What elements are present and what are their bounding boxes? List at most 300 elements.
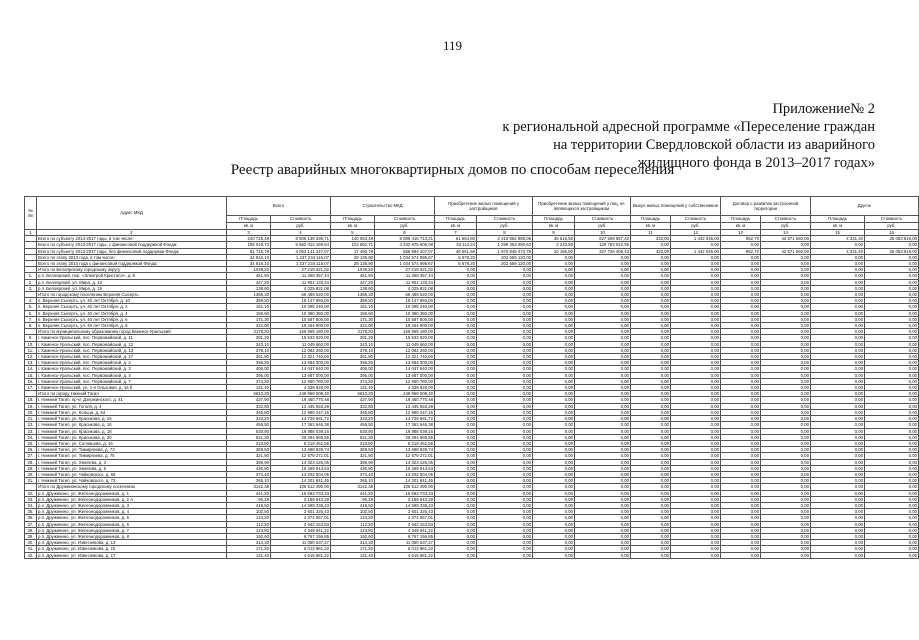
cell-area: 441,20 [227,490,271,496]
cell-cost: 0,00 [761,484,811,490]
cell-cost: 0,00 [865,422,919,428]
area-header: Площадь [227,216,271,223]
cell-area: 333,20 [227,416,271,422]
cell-area: 0,00 [435,490,477,496]
cell-cost: 202 659 120,00 [477,254,533,260]
cell-cost: 0,00 [575,459,631,465]
cell-area: 0,00 [435,316,477,322]
cell-area: 0,00 [721,267,761,273]
cell-area: 447,20 [331,279,375,285]
cell-area: 0,00 [811,546,865,552]
cell-area: 0,00 [435,484,477,490]
cell-cost: 0,00 [575,285,631,291]
cell-area: 0,00 [721,372,761,378]
cell-area: 0,00 [435,267,477,273]
cell-cost: 0,00 [671,366,721,372]
cell-cost: 8 509 139 336,71 [271,236,331,242]
cell-cost: 19 254 900,00 [375,323,435,329]
cell-cost: 0,00 [575,397,631,403]
cell-area: 0,00 [435,527,477,533]
cell-area: 0,00 [435,323,477,329]
cell-cost: 2 219 862 885,06 [477,236,533,242]
row-number: 13. [25,360,37,366]
cell-cost: 249 869 008,40 [271,391,331,397]
cell-cost: 202 659 120,00 [477,261,533,267]
cell-cost: 0,00 [477,341,533,347]
cell-area: 0,00 [721,434,761,440]
cell-area: 0,00 [631,378,671,384]
cell-area: 0,00 [721,385,761,391]
cell-cost: 10 095 240,00 [271,304,331,310]
cell-cost: 0,00 [477,409,533,415]
cell-cost: 0,00 [671,490,721,496]
cell-area: 223,90 [331,440,375,446]
cell-cost: 0,00 [477,385,533,391]
cell-cost: 13 684 300,00 [375,360,435,366]
cell-cost: 6 767 156,85 [271,533,331,539]
row-address: г. Каменск-Уральский, пос. Первомайский, д. 4 [37,372,227,378]
cell-cost: 0,00 [477,378,533,384]
area-header: Площадь [721,216,761,223]
cell-cost: 0,00 [671,447,721,453]
cell-cost: 0,00 [477,298,533,304]
column-number: 5 [331,230,375,236]
cell-cost: 19 450 770,48 [375,397,435,403]
cell-cost: 0,00 [575,490,631,496]
cell-area: 0,00 [533,416,575,422]
cell-cost: 0,00 [865,403,919,409]
cell-cost: 0,00 [575,471,631,477]
cell-cost: 0,00 [865,273,919,279]
cell-area: 0,00 [533,397,575,403]
cell-area: 0,00 [811,465,865,471]
cell-cost: 10 095 240,00 [375,304,435,310]
cell-cost: 0,00 [671,335,721,341]
cell-area: 0,00 [631,347,671,353]
cell-area: 389,90 [331,459,375,465]
cell-cost: 0,00 [865,378,919,384]
cell-area: 0,00 [631,310,671,316]
cell-area: 852,70 [721,236,761,242]
column-number: 13 [721,230,761,236]
cell-cost: 3 189 543,28 [271,496,331,502]
cell-area: 0,00 [811,354,865,360]
cell-cost: 0,00 [575,298,631,304]
cell-area: 0,00 [811,453,865,459]
cell-cost: 0,00 [477,471,533,477]
cell-area: 0,00 [533,440,575,446]
cell-area: 0,00 [533,261,575,267]
cell-area: 333,20 [331,416,375,422]
cell-cost: 12 579 271,01 [271,453,331,459]
cell-cost: 1 237 234 115,07 [271,254,331,260]
cell-cost: 3 189 543,28 [375,496,435,502]
table-body [25,236,919,559]
cell-area: 3178,30 [331,329,375,335]
cell-area: 0,00 [435,422,477,428]
cell-cost: 0,00 [671,527,721,533]
registry-table [24,196,919,559]
cell-cost: 0,00 [671,434,721,440]
cell-area: 0,00 [811,521,865,527]
cell-cost: 0,00 [575,533,631,539]
cell-area: 0,00 [533,372,575,378]
cell-area: 0,00 [631,273,671,279]
cell-area: 0,00 [721,285,761,291]
cell-cost: 0,00 [761,471,811,477]
row-address: р.п. Белоярский, ул. Мира, д. 13 [37,279,227,285]
cell-cost: 0,00 [865,254,919,260]
row-number: 39. [25,533,37,539]
cell-cost: 10 390 380,00 [375,310,435,316]
cell-cost: 12 995 247,15 [375,409,435,415]
cell-area: 430,90 [227,465,271,471]
cell-area: 369,50 [331,447,375,453]
cell-area: 0,00 [721,292,761,298]
cell-area: 0,00 [631,502,671,508]
cell-cost: 0,00 [477,304,533,310]
cell-area: 0,00 [631,360,671,366]
cell-area: 1039,20 [227,267,271,273]
cell-area: 0,00 [533,496,575,502]
cell-area: 0,00 [811,279,865,285]
cell-area: 0,00 [631,490,671,496]
cell-cost: 0,00 [671,496,721,502]
cell-cost: 11 050 537,27 [271,540,331,546]
cell-cost: 0,00 [671,521,721,527]
cell-cost: 14 599 338,43 [375,502,435,508]
cell-area: 0,00 [435,329,477,335]
cell-area: 322,00 [331,323,375,329]
cell-area: 0,00 [631,341,671,347]
cell-area: 3142,38 [227,484,271,490]
cell-area: 0,00 [631,546,671,552]
cell-area: 0,00 [435,509,477,515]
cell-cost: 0,00 [671,546,721,552]
cell-cost: 0,00 [575,434,631,440]
cell-cost: 0,00 [575,261,631,267]
cell-cost: 12 579 271,01 [375,453,435,459]
cell-cost: 0,00 [671,428,721,434]
cell-area: 0,00 [435,540,477,546]
cell-cost: 0,00 [761,285,811,291]
cell-area: 0,00 [435,304,477,310]
cell-cost: 1 034 574 995,67 [375,261,435,267]
cell-area: 395,00 [331,372,375,378]
cell-area: 131,40 [227,552,271,558]
cell-area: 291,20 [227,335,271,341]
cell-cost: 0,00 [865,391,919,397]
area-unit: кв. м [811,223,865,230]
row-address: Всего по этапу 2013 года с финансовой поддержкой Фонда: [37,261,227,267]
cost-unit: руб. [375,223,435,230]
cell-area: 5 678,20 [435,254,477,260]
cell-area: 0,00 [721,316,761,322]
cell-area: 0,00 [533,329,575,335]
row-address: р.п. Дружинино, ул. Извеснякова, д. 15 [37,546,227,552]
row-address: г. Каменск-Уральский, пос. Первомайский, д. 11 [37,335,227,341]
cell-area: 0,00 [811,502,865,508]
cell-cost: 327 726 406,43 [575,248,631,254]
cell-cost: 0,00 [477,527,533,533]
cell-area: 0,00 [811,440,865,446]
cell-area: 0,00 [811,434,865,440]
cell-cost: 0,00 [671,347,721,353]
cell-area: 171,30 [331,316,375,322]
cell-area: 0,00 [533,502,575,508]
cell-area: 0,00 [533,360,575,366]
cell-area: 102,50 [227,509,271,515]
cell-area: 0,00 [811,292,865,298]
cell-area: 0,00 [631,366,671,372]
cell-area: 0,00 [435,502,477,508]
cell-cost: 0,00 [865,478,919,484]
cell-area: 321,80 [227,453,271,459]
cell-cost: 0,00 [761,509,811,515]
cell-area: 0,00 [811,422,865,428]
cell-area: 34 816,10 [227,261,271,267]
cell-cost: 656 584 107,07 [375,248,435,254]
cell-cost: 0,00 [575,540,631,546]
cell-area: 0,00 [631,292,671,298]
cell-cost: 0,00 [865,316,919,322]
cell-area: 0,00 [533,267,575,273]
row-number: 34. [25,502,37,508]
cell-area: 0,00 [811,447,865,453]
cell-area: 29 135,90 [331,254,375,260]
cell-area: 0,00 [435,372,477,378]
cell-area: 332,80 [227,403,271,409]
row-number: 10. [25,341,37,347]
area-header: Площадь [331,216,375,223]
cell-cost: 0,00 [477,515,533,521]
cost-header: Стоимость [271,216,331,223]
cell-cost: 169 969 180,00 [271,329,331,335]
cell-cost: 20 294 695,55 [375,434,435,440]
cell-area: 0,00 [435,459,477,465]
cell-cost: 1 034 574 995,67 [375,254,435,260]
row-number: 14. [25,366,37,372]
row-number: 20. [25,409,37,415]
cell-area: 0,00 [533,533,575,539]
cell-cost: 0,00 [477,285,533,291]
cell-cost: 0,00 [865,533,919,539]
cell-cost: 0,00 [865,360,919,366]
cell-area: 0,00 [631,465,671,471]
cell-area: 0,00 [811,254,865,260]
cell-area: 240 725,49 [227,236,271,242]
cell-cost: 11 050 537,27 [375,540,435,546]
cost-unit: руб. [761,223,811,230]
row-address: Всего по этапу 2013 года, в том числе: [37,254,227,260]
cell-cost: 4 374 557,01 [375,515,435,521]
cell-cost: 17 363 646,38 [375,422,435,428]
cell-cost: 0,00 [575,447,631,453]
cell-cost: 0,00 [865,509,919,515]
header-construction: Строительство МКД [331,197,435,216]
cell-area: 0,00 [533,478,575,484]
row-number: 3. [25,285,37,291]
cell-area: 0,00 [811,285,865,291]
cell-area: 0,00 [721,440,761,446]
cell-cost: 14 599 338,43 [271,502,331,508]
area-unit: кв. м [227,223,271,230]
cell-area: 0,00 [631,533,671,539]
cell-cost: 12 950 780,00 [375,378,435,384]
cell-area: 61 664,80 [435,236,477,242]
cell-cost: 4 432 975 606,08 [375,242,435,248]
cell-cost: 0,00 [671,372,721,378]
cell-cost: 1 237 234 115,07 [271,261,331,267]
cell-area: 0,00 [435,434,477,440]
cell-cost: 0,00 [671,416,721,422]
cell-cost: 14 323 126,05 [271,459,331,465]
cell-cost: 0,00 [865,552,919,558]
header-address: Адрес МКД [37,197,227,230]
cell-cost: 0,00 [761,267,811,273]
cell-area: 441,20 [331,490,375,496]
cell-area: 0,00 [631,267,671,273]
area-header: Площадь [811,216,865,223]
row-address: г. Каменск-Уральский, пос. Первомайский, д. 7 [37,378,227,384]
cell-area: 171,30 [227,316,271,322]
cell-cost: 0,00 [865,540,919,546]
row-address: р.п. Дружинино, ул. Извеснякова, д. 13 [37,540,227,546]
cell-cost: 1 970 846 473,75 [477,248,533,254]
cell-cost: 0,00 [865,502,919,508]
cell-area: 395,00 [227,372,271,378]
cell-cost: 0,00 [865,440,919,446]
cell-cost: 19 988 039,16 [375,428,435,434]
cell-cost: 0,00 [761,391,811,397]
cell-cost: 0,00 [575,292,631,298]
cell-area: 521,30 [227,434,271,440]
cell-area: 131,40 [227,385,271,391]
cell-cost: 0,00 [761,459,811,465]
cell-area: 0,00 [533,335,575,341]
cell-cost: 0,00 [477,459,533,465]
cell-cost: 0,00 [575,509,631,515]
cell-cost: 0,00 [761,273,811,279]
cell-area: 0,00 [631,527,671,533]
cell-cost: 169 969 180,00 [375,329,435,335]
cell-area: 0,00 [721,533,761,539]
cell-cost: 0,00 [477,273,533,279]
cell-cost: 3 942 153,83 [271,521,331,527]
cell-cost: 0,00 [575,254,631,260]
cell-cost: 0,00 [575,527,631,533]
cell-area: 374,40 [331,471,375,477]
cell-area: 0,00 [631,354,671,360]
cell-cost: 0,00 [477,323,533,329]
cell-area: 369,30 [331,298,375,304]
cell-area: 437,90 [227,397,271,403]
cell-area: 0,00 [631,316,671,322]
cell-cost: 10 390 380,00 [271,310,331,316]
cell-cost: 0,00 [671,552,721,558]
cell-cost: 27 215 321,02 [271,267,331,273]
cell-cost: 0,00 [865,335,919,341]
cell-area: 0,00 [533,509,575,515]
cell-cost: 0,00 [865,465,919,471]
cell-cost: 14 729 591,72 [375,416,435,422]
cell-area: 1365,30 [227,292,271,298]
cost-unit: руб. [671,223,721,230]
cell-area: 365,10 [227,478,271,484]
row-number: 40. [25,540,37,546]
row-number: 16. [25,378,37,384]
cell-area: 0,00 [631,385,671,391]
cell-area: 0,00 [721,447,761,453]
cell-area: 112,20 [227,521,271,527]
row-address: р.п. Дружинино, ул. Железнодорожников, д. 5 [37,515,227,521]
cell-area: 0,00 [435,521,477,527]
cell-area: 0,00 [435,341,477,347]
cell-cost: 0,00 [865,527,919,533]
cell-cost: 0,00 [865,416,919,422]
cell-area: 0,00 [435,409,477,415]
cell-area: 0,00 [721,459,761,465]
column-number: 10 [575,230,631,236]
column-number: 8 [477,230,533,236]
row-address: г. Нижний Тагил, ул. Красикова, д. 16 [37,422,227,428]
cell-cost: 0,00 [865,372,919,378]
cell-area: 0,00 [631,391,671,397]
cell-area: 406,00 [227,366,271,372]
cell-cost: 105 512 490,00 [375,484,435,490]
cell-area: 0,00 [811,533,865,539]
cell-area: 430,90 [331,465,375,471]
cell-area: 0,00 [435,397,477,403]
cell-area: 0,00 [631,515,671,521]
cell-cost: 0,00 [671,254,721,260]
cell-area: 0,00 [631,422,671,428]
row-address: Итого по муниципальному образованию город Каменск-Уральский [37,329,227,335]
cell-area: 378,10 [331,347,375,353]
cell-cost: 0,00 [865,546,919,552]
cell-area: 0,00 [435,391,477,397]
cost-unit: руб. [477,223,533,230]
row-number: 8. [25,323,37,329]
cell-cost: 0,00 [575,267,631,273]
cell-cost: 18 147 993,00 [375,298,435,304]
cell-cost: 0,00 [477,397,533,403]
cell-cost: 0,00 [671,341,721,347]
cell-cost: 15 533 820,00 [375,335,435,341]
cell-cost: 0,00 [477,360,533,366]
cell-cost: 0,00 [671,261,721,267]
header-development-contract: Договор о развитии застроенной территории [721,197,811,216]
cell-cost: 0,00 [865,329,919,335]
cell-area: 0,00 [631,471,671,477]
cell-area: 0,00 [721,273,761,279]
cell-cost: 0,00 [575,304,631,310]
row-number: 38. [25,527,37,533]
cell-cost: 0,00 [761,416,811,422]
cell-area: 0,00 [721,496,761,502]
cell-cost: 0,00 [761,478,811,484]
cell-cost: 0,00 [761,540,811,546]
cell-cost: 3 053 141 247,07 [271,248,331,254]
cell-area: 0,00 [811,341,865,347]
cell-area: 0,00 [631,261,671,267]
cell-cost: 0,00 [865,397,919,403]
cell-area: 0,00 [435,471,477,477]
cell-cost: 0,00 [575,310,631,316]
cell-cost: 0,00 [477,465,533,471]
cell-area: 139,60 [227,285,271,291]
cell-cost: 0,00 [477,434,533,440]
